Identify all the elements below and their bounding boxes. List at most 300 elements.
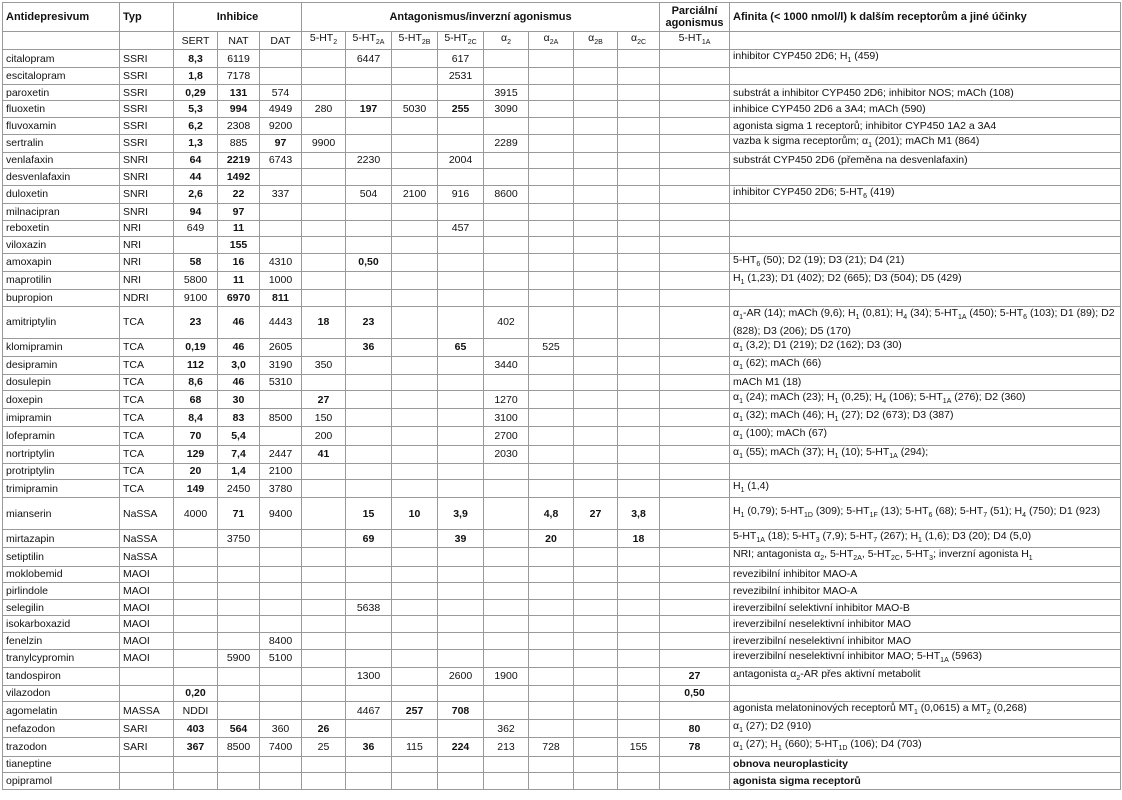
value-cell bbox=[484, 566, 529, 583]
value-cell bbox=[438, 409, 484, 427]
subheader-blank bbox=[120, 32, 174, 50]
table-row bbox=[3, 101, 1121, 118]
subheader-cell: $\alpha_2$ bbox=[484, 32, 529, 50]
value-cell bbox=[392, 356, 438, 374]
value-cell bbox=[392, 409, 438, 427]
value-cell bbox=[618, 445, 660, 463]
drug-type bbox=[120, 667, 174, 685]
value-cell: 649 bbox=[174, 220, 218, 237]
table-row bbox=[3, 68, 1121, 85]
value-cell bbox=[218, 548, 260, 566]
value-cell bbox=[392, 480, 438, 498]
value-cell bbox=[574, 374, 618, 391]
value-cell bbox=[529, 756, 574, 773]
affinity-note: $H_1$ (1,23); D1 (402); D2 (665); D3 (504); D5 (429) bbox=[730, 271, 1121, 289]
value-cell bbox=[346, 68, 392, 85]
drug-type: SARI bbox=[120, 720, 174, 738]
table-row bbox=[3, 480, 1121, 498]
drug-name: escitalopram bbox=[3, 68, 120, 85]
value-cell bbox=[618, 480, 660, 498]
value-cell bbox=[484, 773, 529, 790]
affinity-note: ireverzibilní selektivní inhibitor MAO-B bbox=[730, 599, 1121, 616]
value-cell bbox=[346, 169, 392, 186]
affinity-note: $\alpha_1$ (3,2); D1 (219); D2 (162); D3 (30) bbox=[730, 338, 1121, 356]
drug-name: trimipramin bbox=[3, 480, 120, 498]
value-cell bbox=[302, 289, 346, 306]
table-row bbox=[3, 338, 1121, 356]
value-cell bbox=[346, 773, 392, 790]
value-cell: 7400 bbox=[260, 738, 302, 756]
value-cell bbox=[302, 169, 346, 186]
value-cell bbox=[529, 649, 574, 667]
value-cell bbox=[574, 632, 618, 649]
value-cell bbox=[574, 445, 618, 463]
value-cell bbox=[484, 702, 529, 720]
value-cell bbox=[302, 463, 346, 480]
value-cell: 224 bbox=[438, 738, 484, 756]
value-cell bbox=[392, 685, 438, 702]
drug-name: desipramin bbox=[3, 356, 120, 374]
table-row bbox=[3, 530, 1121, 548]
value-cell bbox=[174, 599, 218, 616]
value-cell bbox=[438, 169, 484, 186]
table-row bbox=[3, 583, 1121, 600]
value-cell: 7,4 bbox=[218, 445, 260, 463]
value-cell: 9400 bbox=[260, 498, 302, 530]
value-cell bbox=[574, 427, 618, 445]
value-cell bbox=[618, 667, 660, 685]
drug-type: TCA bbox=[120, 445, 174, 463]
value-cell: 1,8 bbox=[174, 68, 218, 85]
value-cell bbox=[484, 203, 529, 220]
value-cell: 44 bbox=[174, 169, 218, 186]
value-cell: 2450 bbox=[218, 480, 260, 498]
drug-name: milnacipran bbox=[3, 203, 120, 220]
value-cell bbox=[260, 599, 302, 616]
drug-type: NRI bbox=[120, 220, 174, 237]
value-cell bbox=[529, 117, 574, 134]
value-cell bbox=[438, 134, 484, 152]
table-row bbox=[3, 463, 1121, 480]
value-cell bbox=[302, 237, 346, 254]
table-row bbox=[3, 649, 1121, 667]
value-cell: 36 bbox=[346, 338, 392, 356]
affinity-note bbox=[730, 463, 1121, 480]
value-cell bbox=[618, 702, 660, 720]
drug-type: SSRI bbox=[120, 134, 174, 152]
value-cell bbox=[660, 599, 730, 616]
value-cell bbox=[484, 50, 529, 68]
drug-type: MAOI bbox=[120, 616, 174, 633]
value-cell bbox=[302, 152, 346, 169]
drug-type: SNRI bbox=[120, 203, 174, 220]
drug-name: reboxetin bbox=[3, 220, 120, 237]
value-cell bbox=[484, 289, 529, 306]
value-cell bbox=[529, 391, 574, 409]
table-row bbox=[3, 306, 1121, 338]
value-cell bbox=[660, 632, 730, 649]
value-cell bbox=[618, 152, 660, 169]
value-cell: 5030 bbox=[392, 101, 438, 118]
drug-type: MAOI bbox=[120, 632, 174, 649]
value-cell bbox=[302, 50, 346, 68]
value-cell bbox=[260, 203, 302, 220]
value-cell bbox=[618, 599, 660, 616]
drug-name: selegilin bbox=[3, 599, 120, 616]
value-cell: 18 bbox=[302, 306, 346, 338]
affinity-note: $\alpha_1$ (24); mACh (23); $H_1$ (0,25); $H_4$ (106); $5-HT_{1A}$ (276); D2 (360) bbox=[730, 391, 1121, 409]
value-cell bbox=[574, 169, 618, 186]
value-cell bbox=[574, 220, 618, 237]
value-cell: 65 bbox=[438, 338, 484, 356]
value-cell bbox=[438, 253, 484, 271]
value-cell bbox=[438, 203, 484, 220]
value-cell: 6,2 bbox=[174, 117, 218, 134]
value-cell bbox=[660, 445, 730, 463]
affinity-note: inhibitor CYP450 2D6; $5-HT_6$ (419) bbox=[730, 185, 1121, 203]
value-cell bbox=[574, 685, 618, 702]
value-cell: 213 bbox=[484, 738, 529, 756]
table-row bbox=[3, 134, 1121, 152]
subheader-cell: $5-HT_2$ bbox=[302, 32, 346, 50]
value-cell bbox=[574, 306, 618, 338]
value-cell bbox=[618, 68, 660, 85]
value-cell: 8500 bbox=[260, 409, 302, 427]
value-cell: 525 bbox=[529, 338, 574, 356]
drug-type: TCA bbox=[120, 374, 174, 391]
value-cell bbox=[218, 583, 260, 600]
value-cell bbox=[660, 237, 730, 254]
subheader-blank bbox=[3, 32, 120, 50]
value-cell bbox=[392, 649, 438, 667]
subheader-cell: $\alpha_{2A}$ bbox=[529, 32, 574, 50]
value-cell bbox=[438, 306, 484, 338]
value-cell bbox=[484, 463, 529, 480]
subheader-cell: $5-HT_{2A}$ bbox=[346, 32, 392, 50]
value-cell bbox=[574, 583, 618, 600]
value-cell: 4310 bbox=[260, 253, 302, 271]
value-cell: 3,8 bbox=[618, 498, 660, 530]
value-cell bbox=[529, 203, 574, 220]
affinity-note: revezibilní inhibitor MAO-A bbox=[730, 566, 1121, 583]
value-cell bbox=[618, 289, 660, 306]
drug-name: amoxapin bbox=[3, 253, 120, 271]
affinity-note: substrát CYP450 2D6 (přeměna na desvenlafaxin) bbox=[730, 152, 1121, 169]
value-cell: 6970 bbox=[218, 289, 260, 306]
value-cell bbox=[574, 667, 618, 685]
affinity-note: $\alpha_1$ (32); mACh (46); $H_1$ (27); D2 (673); D3 (387) bbox=[730, 409, 1121, 427]
value-cell bbox=[346, 237, 392, 254]
value-cell: 36 bbox=[346, 738, 392, 756]
drug-name: moklobemid bbox=[3, 566, 120, 583]
value-cell bbox=[529, 632, 574, 649]
value-cell: 27 bbox=[302, 391, 346, 409]
value-cell bbox=[302, 338, 346, 356]
value-cell bbox=[574, 203, 618, 220]
value-cell: 3100 bbox=[484, 409, 529, 427]
value-cell bbox=[660, 134, 730, 152]
value-cell bbox=[218, 685, 260, 702]
value-cell bbox=[438, 632, 484, 649]
table-row bbox=[3, 498, 1121, 530]
value-cell bbox=[574, 356, 618, 374]
value-cell bbox=[484, 756, 529, 773]
value-cell bbox=[174, 649, 218, 667]
header-type: Typ bbox=[120, 3, 174, 32]
value-cell bbox=[438, 374, 484, 391]
value-cell bbox=[346, 480, 392, 498]
value-cell bbox=[529, 253, 574, 271]
value-cell bbox=[392, 720, 438, 738]
value-cell bbox=[529, 667, 574, 685]
value-cell bbox=[302, 203, 346, 220]
drug-type: SSRI bbox=[120, 101, 174, 118]
table-row bbox=[3, 566, 1121, 583]
value-cell bbox=[392, 306, 438, 338]
value-cell bbox=[660, 152, 730, 169]
value-cell bbox=[484, 616, 529, 633]
value-cell bbox=[392, 237, 438, 254]
value-cell bbox=[260, 391, 302, 409]
affinity-note: agonista melatoninových receptorů $MT_1$ (0,0615) a $MT_2$ (0,268) bbox=[730, 702, 1121, 720]
drug-name: duloxetin bbox=[3, 185, 120, 203]
value-cell bbox=[392, 391, 438, 409]
value-cell bbox=[438, 391, 484, 409]
value-cell: 402 bbox=[484, 306, 529, 338]
value-cell bbox=[660, 409, 730, 427]
value-cell bbox=[346, 374, 392, 391]
value-cell bbox=[574, 756, 618, 773]
table-row bbox=[3, 356, 1121, 374]
affinity-note: $5-HT_{1A}$ (18); $5-HT_3$ (7,9); $5-HT_7$ (267); $H_1$ (1,6); D3 (20); D4 (5,0) bbox=[730, 530, 1121, 548]
value-cell: 8500 bbox=[218, 738, 260, 756]
value-cell bbox=[346, 649, 392, 667]
value-cell bbox=[660, 253, 730, 271]
value-cell bbox=[529, 306, 574, 338]
value-cell bbox=[392, 548, 438, 566]
drug-name: tandospiron bbox=[3, 667, 120, 685]
value-cell bbox=[660, 185, 730, 203]
value-cell bbox=[218, 702, 260, 720]
table-row bbox=[3, 169, 1121, 186]
value-cell bbox=[346, 220, 392, 237]
affinity-note: agonista sigma receptorů bbox=[730, 773, 1121, 790]
drug-name: protriptylin bbox=[3, 463, 120, 480]
value-cell: 2100 bbox=[392, 185, 438, 203]
value-cell: 94 bbox=[174, 203, 218, 220]
value-cell bbox=[660, 427, 730, 445]
value-cell: 367 bbox=[174, 738, 218, 756]
value-cell bbox=[438, 463, 484, 480]
value-cell bbox=[618, 117, 660, 134]
value-cell: 78 bbox=[660, 738, 730, 756]
value-cell bbox=[438, 649, 484, 667]
value-cell: 15 bbox=[346, 498, 392, 530]
value-cell bbox=[660, 271, 730, 289]
value-cell bbox=[618, 50, 660, 68]
drug-name: fenelzin bbox=[3, 632, 120, 649]
value-cell bbox=[660, 374, 730, 391]
drug-name: mianserin bbox=[3, 498, 120, 530]
value-cell bbox=[174, 530, 218, 548]
value-cell bbox=[660, 463, 730, 480]
drug-type: SNRI bbox=[120, 185, 174, 203]
drug-type: MAOI bbox=[120, 583, 174, 600]
value-cell: 255 bbox=[438, 101, 484, 118]
value-cell bbox=[346, 685, 392, 702]
value-cell bbox=[529, 185, 574, 203]
value-cell bbox=[529, 50, 574, 68]
drug-name: opipramol bbox=[3, 773, 120, 790]
value-cell bbox=[392, 773, 438, 790]
value-cell bbox=[218, 773, 260, 790]
value-cell bbox=[260, 773, 302, 790]
header-partial-agonism: Parciální agonismus bbox=[660, 3, 730, 32]
value-cell bbox=[574, 338, 618, 356]
subheader-cell: $\alpha_{2B}$ bbox=[574, 32, 618, 50]
drug-type: NaSSA bbox=[120, 548, 174, 566]
drug-type: SNRI bbox=[120, 169, 174, 186]
affinity-note: $\alpha_1$ (62); mACh (66) bbox=[730, 356, 1121, 374]
value-cell: 916 bbox=[438, 185, 484, 203]
value-cell bbox=[574, 702, 618, 720]
value-cell bbox=[346, 756, 392, 773]
value-cell bbox=[346, 84, 392, 101]
subheader-cell: $\alpha_{2C}$ bbox=[618, 32, 660, 50]
value-cell: 46 bbox=[218, 306, 260, 338]
drug-type: MAOI bbox=[120, 649, 174, 667]
value-cell: 4467 bbox=[346, 702, 392, 720]
affinity-note: inhibice CYP450 2D6 a 3A4; mACh (590) bbox=[730, 101, 1121, 118]
drug-name: lofepramin bbox=[3, 427, 120, 445]
value-cell: 4443 bbox=[260, 306, 302, 338]
value-cell bbox=[484, 685, 529, 702]
affinity-note: substrát a inhibitor CYP450 2D6; inhibitor NOS; mACh (108) bbox=[730, 84, 1121, 101]
drug-type: NaSSA bbox=[120, 530, 174, 548]
affinity-note: ireverzibilní neselektivní inhibitor MAO bbox=[730, 632, 1121, 649]
value-cell bbox=[660, 306, 730, 338]
drug-type: TCA bbox=[120, 463, 174, 480]
value-cell: 4,8 bbox=[529, 498, 574, 530]
affinity-note: mACh M1 (18) bbox=[730, 374, 1121, 391]
value-cell bbox=[438, 599, 484, 616]
table-body bbox=[3, 50, 1121, 790]
value-cell: 10 bbox=[392, 498, 438, 530]
value-cell: 25 bbox=[302, 738, 346, 756]
value-cell: 1900 bbox=[484, 667, 529, 685]
drug-type: TCA bbox=[120, 427, 174, 445]
table-row bbox=[3, 271, 1121, 289]
value-cell bbox=[302, 566, 346, 583]
value-cell: 30 bbox=[218, 391, 260, 409]
value-cell: 2531 bbox=[438, 68, 484, 85]
value-cell bbox=[618, 134, 660, 152]
value-cell: 504 bbox=[346, 185, 392, 203]
affinity-note bbox=[730, 203, 1121, 220]
value-cell: 39 bbox=[438, 530, 484, 548]
value-cell bbox=[346, 632, 392, 649]
value-cell bbox=[529, 685, 574, 702]
value-cell bbox=[484, 374, 529, 391]
value-cell: 3440 bbox=[484, 356, 529, 374]
value-cell bbox=[618, 616, 660, 633]
value-cell: 1,4 bbox=[218, 463, 260, 480]
value-cell bbox=[302, 773, 346, 790]
value-cell bbox=[529, 566, 574, 583]
value-cell bbox=[346, 356, 392, 374]
value-cell bbox=[438, 271, 484, 289]
value-cell: 403 bbox=[174, 720, 218, 738]
value-cell: 8400 bbox=[260, 632, 302, 649]
drug-type: SSRI bbox=[120, 84, 174, 101]
value-cell bbox=[346, 566, 392, 583]
value-cell bbox=[392, 84, 438, 101]
value-cell bbox=[618, 720, 660, 738]
value-cell bbox=[574, 409, 618, 427]
value-cell: 0,50 bbox=[660, 685, 730, 702]
value-cell bbox=[438, 720, 484, 738]
value-cell: 564 bbox=[218, 720, 260, 738]
drug-type: TCA bbox=[120, 306, 174, 338]
value-cell bbox=[438, 566, 484, 583]
value-cell bbox=[218, 599, 260, 616]
value-cell bbox=[529, 427, 574, 445]
value-cell bbox=[660, 498, 730, 530]
value-cell: 5,3 bbox=[174, 101, 218, 118]
value-cell bbox=[392, 463, 438, 480]
value-cell: 8,6 bbox=[174, 374, 218, 391]
value-cell bbox=[174, 583, 218, 600]
table-row bbox=[3, 702, 1121, 720]
value-cell: 11 bbox=[218, 220, 260, 237]
value-cell bbox=[529, 720, 574, 738]
value-cell bbox=[529, 271, 574, 289]
value-cell bbox=[484, 548, 529, 566]
value-cell bbox=[529, 169, 574, 186]
value-cell bbox=[660, 356, 730, 374]
value-cell bbox=[660, 203, 730, 220]
value-cell: 617 bbox=[438, 50, 484, 68]
value-cell bbox=[438, 583, 484, 600]
value-cell: 155 bbox=[618, 738, 660, 756]
value-cell bbox=[174, 548, 218, 566]
affinity-note bbox=[730, 68, 1121, 85]
value-cell bbox=[529, 583, 574, 600]
value-cell bbox=[484, 498, 529, 530]
value-cell bbox=[574, 237, 618, 254]
drug-name: vilazodon bbox=[3, 685, 120, 702]
value-cell bbox=[618, 649, 660, 667]
value-cell: 6447 bbox=[346, 50, 392, 68]
value-cell bbox=[660, 702, 730, 720]
value-cell bbox=[574, 101, 618, 118]
subheader-cell: SERT bbox=[174, 32, 218, 50]
value-cell: 2030 bbox=[484, 445, 529, 463]
value-cell bbox=[346, 271, 392, 289]
drug-type: NaSSA bbox=[120, 498, 174, 530]
value-cell bbox=[302, 599, 346, 616]
value-cell bbox=[392, 445, 438, 463]
value-cell bbox=[618, 374, 660, 391]
value-cell: 362 bbox=[484, 720, 529, 738]
value-cell: 1300 bbox=[346, 667, 392, 685]
value-cell bbox=[618, 84, 660, 101]
value-cell bbox=[438, 548, 484, 566]
table-row bbox=[3, 445, 1121, 463]
value-cell: 20 bbox=[529, 530, 574, 548]
table-row bbox=[3, 409, 1121, 427]
drug-name: desvenlafaxin bbox=[3, 169, 120, 186]
